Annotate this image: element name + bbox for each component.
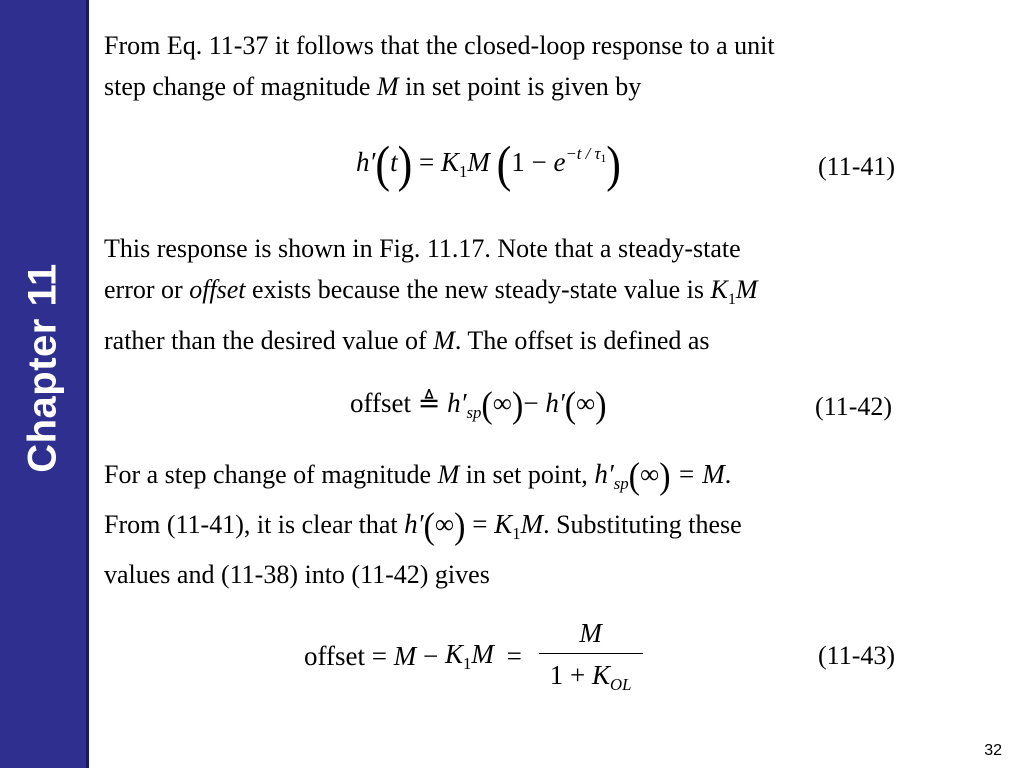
- p3-eq-M: = M: [677, 459, 725, 489]
- eq43-den-K: K: [592, 660, 611, 690]
- eq43-denominator: [539, 654, 643, 695]
- eq43-den-sub: OL: [610, 675, 632, 694]
- equation-11-41: $h'(t) = K_1M$ $(1 - e^{-t / \tau_1})$: [356, 136, 621, 193]
- eq42-hsp: h′: [447, 388, 467, 418]
- eq42-minus: −: [523, 388, 539, 418]
- p3-inline-eq1: $h'_{sp}(\infty) = M$: [594, 456, 725, 497]
- paragraph-3: [104, 454, 1004, 595]
- p3-K: K: [494, 509, 513, 539]
- eq42-inf1: ∞: [492, 388, 512, 418]
- p3-hsp: h′: [594, 459, 614, 489]
- eq41-M: M: [467, 147, 490, 177]
- p3-eq2: =: [472, 509, 488, 539]
- p3-line3: values and (11-38) into (11-42) gives: [104, 560, 490, 589]
- p2-offset-italic: offset: [189, 275, 246, 304]
- eq-label-11-41: (11-41): [818, 152, 896, 181]
- page-number: 32: [984, 742, 1002, 759]
- equation-11-42: offset ≜ $h'_{sp}(\infty)- h'(\infty)$: [350, 385, 607, 426]
- eq42-def-symbol: ≜: [417, 388, 441, 418]
- eq43-eq2: =: [506, 641, 522, 671]
- eq43-fraction: [539, 618, 643, 695]
- p2-K: K: [710, 275, 728, 304]
- eq43-numerator: M: [579, 618, 602, 648]
- chapter-sidebar: [0, 0, 86, 768]
- eq41-K-sub: 1: [458, 162, 468, 181]
- eq43-eq1: =: [371, 641, 387, 671]
- p2-line2a: error or: [104, 275, 190, 304]
- p1-line2b: in set point is given by: [398, 72, 642, 101]
- eq41-e: e: [553, 147, 566, 177]
- p2-line2b: exists because the new steady-state value is: [245, 275, 711, 304]
- eq42-h: h′: [545, 388, 565, 418]
- eq43-M: M: [393, 641, 417, 671]
- eq43-minus: −: [422, 641, 439, 671]
- p3-line1a: For a step change of magnitude: [104, 460, 438, 489]
- p3-line1-end: .: [724, 460, 732, 489]
- eq43-den-one-plus: 1 +: [549, 660, 592, 690]
- eq42-inf2: ∞: [576, 388, 596, 418]
- eq41-one-minus: 1 −: [511, 147, 547, 177]
- p3-line1-M: M: [437, 460, 460, 489]
- eq41-tau-sub: 1: [600, 152, 607, 165]
- eq43-K: K: [444, 639, 463, 669]
- p2-M: M: [735, 275, 758, 304]
- p1-var-m: M: [376, 72, 399, 101]
- p3-K-sub: 1: [512, 524, 521, 543]
- eq-label-11-43: (11-43): [818, 641, 896, 670]
- p3-inline-eq2: $h'(\infty) = K_1M$: [404, 506, 544, 547]
- p3-line1b: in set point,: [459, 460, 595, 489]
- eq41-equals: =: [418, 147, 435, 177]
- p1-line1: From Eq. 11-37 it follows that the closed-loop response to a unit: [104, 31, 775, 60]
- eq41-t: t: [390, 147, 398, 177]
- p2-line1: This response is shown in Fig. 11.17. Note that a steady-state: [104, 234, 741, 263]
- p3-inf2: ∞: [434, 509, 455, 539]
- p3-M: M: [520, 509, 544, 539]
- sidebar-divider: [86, 0, 89, 768]
- eq43-K-sub: 1: [462, 654, 472, 673]
- equation-11-43: [304, 618, 643, 695]
- p3-line2b: . Substituting these: [543, 510, 742, 539]
- p2-K-sub: 1: [727, 291, 736, 308]
- p2-line3b: . The offset is defined as: [454, 326, 710, 355]
- p3-inf1: ∞: [639, 459, 660, 489]
- eq42-offset: offset: [350, 388, 411, 418]
- eq41-h: h′: [356, 147, 376, 177]
- paragraph-1: [104, 25, 1004, 107]
- paragraph-2: [104, 228, 1004, 361]
- eq43-M2: M: [471, 639, 494, 669]
- p3-h: h′: [404, 509, 424, 539]
- p3-line2a: From (11-41), it is clear that: [104, 510, 405, 539]
- eq41-exponent: −t / τ: [565, 144, 601, 163]
- p2-line3-M: M: [433, 326, 455, 355]
- eq-label-11-42: (11-42): [815, 392, 893, 421]
- p1-line2a: step change of magnitude: [104, 72, 377, 101]
- p2-line3a: rather than the desired value of: [104, 326, 434, 355]
- chapter-label: Chapter 11: [20, 263, 65, 473]
- eq43-offset: offset: [304, 641, 365, 671]
- eq41-K: K: [440, 147, 459, 177]
- eq42-sp-sub: sp: [466, 403, 482, 422]
- p3-sp-sub: sp: [613, 474, 629, 493]
